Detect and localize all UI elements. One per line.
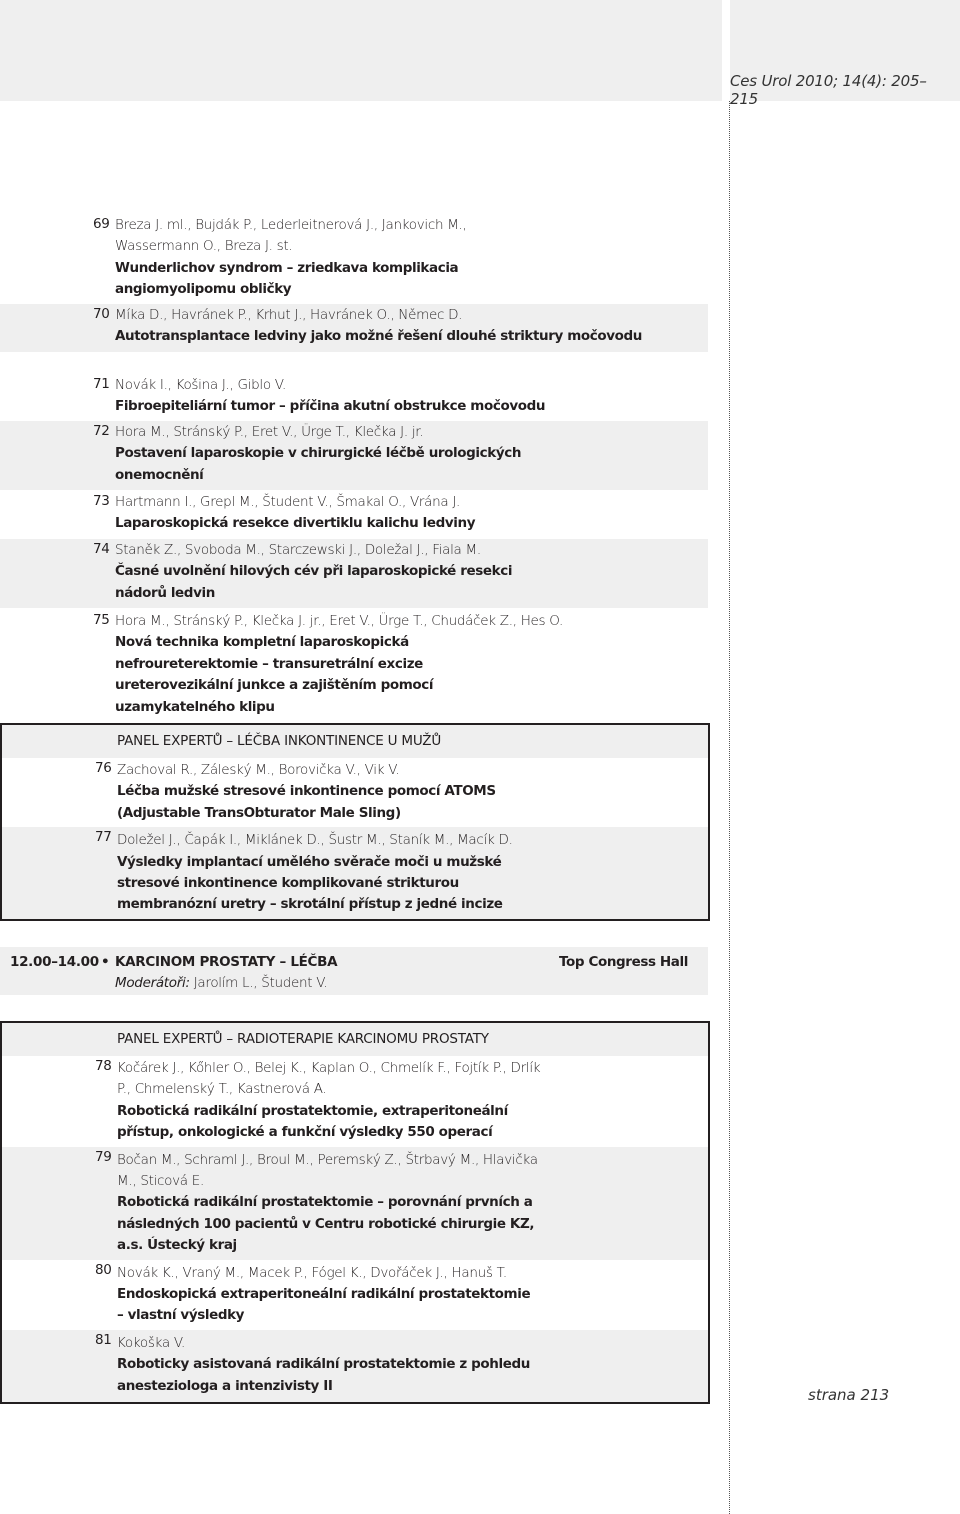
abstract-entry: [2, 1260, 708, 1330]
abstract-entry: [2, 1056, 708, 1147]
entry-number: 80: [95, 1261, 112, 1278]
entry-number: 72: [93, 423, 110, 439]
header-band-right: [730, 0, 960, 108]
entry-number: 73: [93, 493, 110, 509]
abstract-entry: [2, 1147, 708, 1260]
entry-title: Výsledky implantací umělého svěrače moči u mužské stresové inkontinence komplikované strikturou membranózní uretry – skrotální přístup z jedné incize: [117, 853, 503, 913]
expert-panel-incontinence: [0, 723, 710, 921]
entry-number: 76: [95, 760, 112, 776]
panel-heading: [2, 1023, 708, 1056]
abstract-entry: [0, 610, 708, 722]
moderators-names: Jarolím L., Študent V.: [189, 975, 328, 991]
entry-title: Fibroepiteliární tumor – příčina akutní obstrukce močovodu: [115, 398, 546, 415]
abstract-entry: [0, 214, 708, 305]
abstract-entry: [2, 827, 708, 919]
abstract-entry: [0, 304, 708, 352]
entry-authors: Zachoval R., Záleský M., Borovička V., Vik V.: [117, 762, 400, 778]
entry-title: Postavení laparoskopie v chirurgické léčbě urologických onemocnění: [115, 445, 522, 483]
journal-citation: Ces Urol 2010; 14(4): 205–215: [730, 72, 927, 108]
entry-title: Nová technika kompletní laparoskopická nefroureterektomie – transuretrální excize ureterovezikální junkce a zajištěním pomocí uzamykatelného klipu: [115, 634, 434, 715]
entry-authors: Kočárek J., Kőhler O., Belej K., Kaplan O., Chmelík F., Fojtík P., Drlík P., Chmelenský T., Kastnerová A.: [117, 1060, 541, 1098]
entry-authors: Staněk Z., Svoboda M., Starczewski J., Doležal J., Fiala M.: [115, 542, 481, 558]
entry-authors: Hora M., Stránský P., Klečka J. jr., Eret V., Ürge T., Chudáček Z., Hes O.: [115, 613, 564, 629]
header-band: [0, 0, 722, 101]
abstract-entry: [0, 539, 708, 608]
entry-title: Laparoskopická resekce divertiklu kalichu ledviny: [115, 515, 476, 532]
abstract-entry: [0, 491, 708, 539]
entry-number: 69: [93, 216, 110, 232]
entry-title: Robotická radikální prostatektomie, extraperitoneální přístup, onkologické a funkční výsledky 550 operací: [117, 1102, 508, 1141]
abstract-entry: [2, 1330, 708, 1402]
session-title: KARCINOM PROSTATY – LÉČBA: [115, 954, 338, 970]
entry-authors: Novák K., Vraný M., Macek P., Fógel K., Dvořáček J., Hanuš T.: [117, 1264, 507, 1281]
entry-authors: Novák I., Košina J., Giblo V.: [115, 377, 286, 393]
entry-number: 77: [95, 829, 112, 846]
page-number: strana 213: [808, 1386, 890, 1404]
entry-number: 78: [95, 1058, 112, 1074]
panel-heading: [2, 725, 708, 758]
bullet-icon: •: [101, 954, 110, 970]
entry-title: Robotická radikální prostatektomie – porovnání prvních a následných 100 pacientů v Centru robotické chirurgie KZ, a.s. Ústecký kraj: [117, 1194, 535, 1254]
entry-title: Léčba mužské stresové inkontinence pomocí ATOMS (Adjustable TransObturator Male Sling): [117, 783, 496, 821]
entry-title: Endoskopická extraperitoneální radikální prostatektomie – vlastní výsledky: [117, 1286, 531, 1324]
entry-number: 75: [93, 612, 110, 628]
entry-number: 81: [95, 1331, 112, 1348]
session-time: 12.00–14.00: [10, 954, 99, 970]
expert-panel-radiotherapy: [0, 1021, 710, 1404]
entry-authors: Kokoška V.: [117, 1334, 186, 1351]
column-divider: [729, 101, 730, 1514]
abstract-entry: [0, 421, 708, 490]
entry-title: Wunderlichov syndrom – zriedkava komplikacia angiomyolipomu obličky: [115, 259, 459, 298]
entry-number: 70: [93, 306, 110, 322]
entry-authors: Hartmann I., Grepl M., Študent V., Šmakal O., Vrána J.: [115, 494, 460, 510]
entry-title: Autotransplantace ledviny jako možné řešení dlouhé striktury močovodu: [115, 328, 642, 345]
entry-authors: Míka D., Havránek P., Krhut J., Havránek O., Němec D.: [115, 307, 463, 323]
entry-authors: Breza J. ml., Bujdák P., Lederleitnerová J., Jankovich M., Wassermann O., Breza J. st.: [115, 217, 467, 255]
entry-title: Roboticky asistovaná radikální prostatektomie z pohledu anesteziologa a intenzivisty II: [117, 1356, 530, 1394]
abstract-entry: [0, 374, 708, 422]
entry-authors: Doležel J., Čapák I., Miklánek D., Šustr M., Staník M., Macík D.: [117, 832, 513, 849]
moderators-label: Moderátoři:: [115, 975, 190, 991]
panel-title: PANEL EXPERTŮ – LÉČBA INKONTINENCE U MUŽŮ: [117, 733, 442, 749]
session-header: [0, 947, 708, 995]
session-location: Top Congress Hall: [559, 954, 688, 970]
entry-authors: Bočan M., Schraml J., Broul M., Peremský Z., Štrbavý M., Hlavička M., Sticová E.: [117, 1151, 538, 1190]
panel-title: PANEL EXPERTŮ – RADIOTERAPIE KARCINOMU PROSTATY: [117, 1031, 489, 1047]
entry-title: Časné uvolnění hilových cév při laparoskopické resekci nádorů ledvin: [115, 563, 513, 601]
session-moderators: [115, 975, 327, 991]
entry-number: 79: [95, 1148, 112, 1165]
entry-number: 74: [93, 541, 110, 557]
entry-number: 71: [93, 376, 110, 392]
entry-authors: Hora M., Stránský P., Eret V., Ürge T., Klečka J. jr.: [115, 424, 424, 440]
abstract-entry: [2, 758, 708, 827]
